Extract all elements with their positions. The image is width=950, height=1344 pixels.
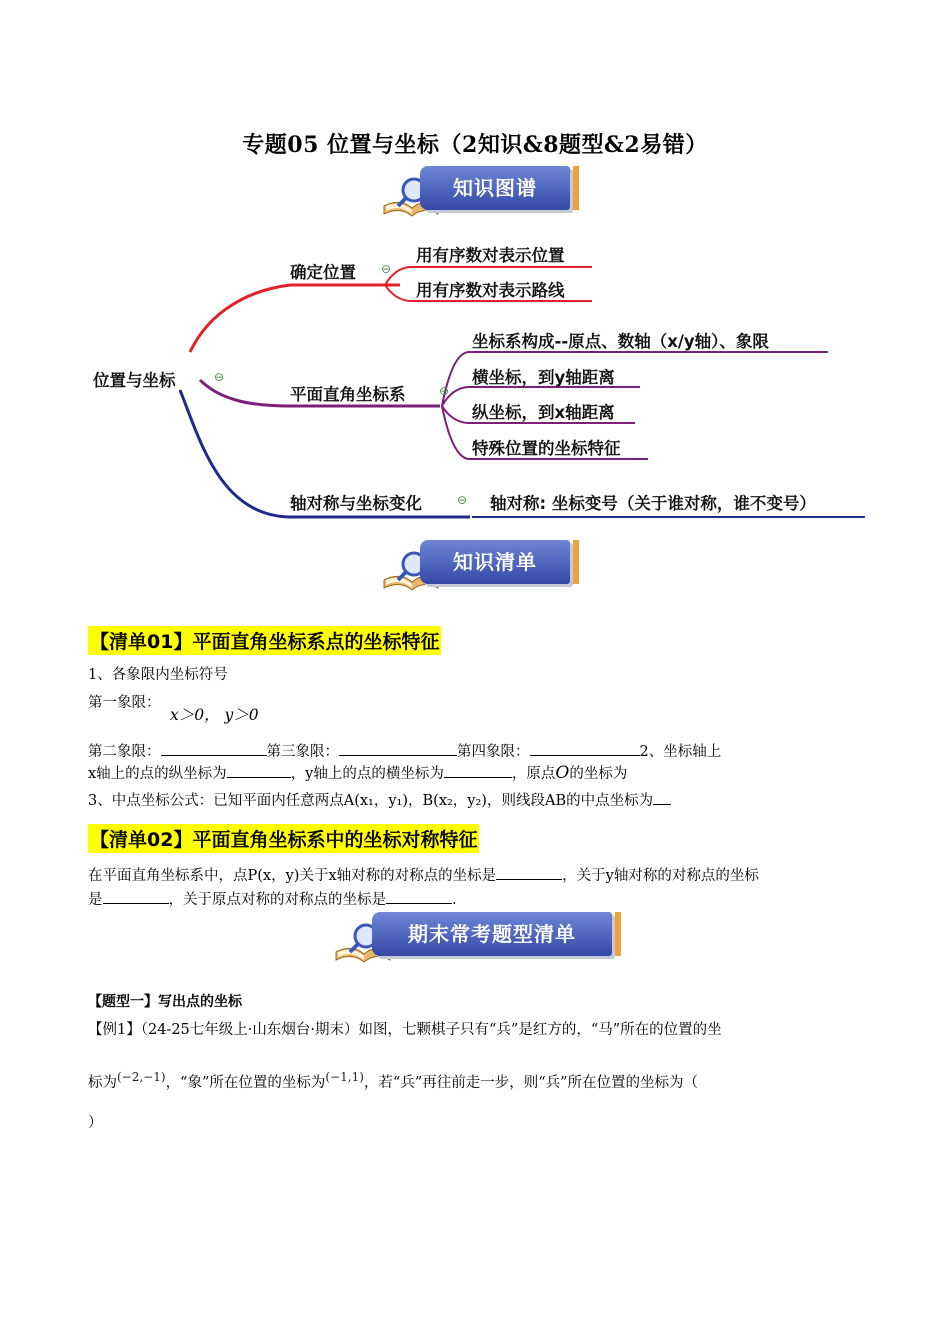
- blank[interactable]: [386, 888, 452, 904]
- mindmap-leaf: 坐标系构成--原点、数轴（x/y轴）、象限: [472, 332, 769, 351]
- mindmap-leaf: 用有序数对表示路线: [416, 281, 565, 300]
- blank[interactable]: [496, 864, 562, 880]
- text: ，原点: [511, 766, 556, 782]
- section-heading-02: 【清单02】平面直角坐标系中的坐标对称特征: [88, 824, 479, 853]
- collapse-icon[interactable]: ⊖: [381, 262, 392, 276]
- text: ，若“兵”再往前走一步，则“兵”所在位置的坐标为（: [363, 1075, 699, 1091]
- blank[interactable]: [530, 740, 640, 756]
- blank[interactable]: [444, 762, 512, 778]
- blank[interactable]: [161, 740, 267, 756]
- coordinate-xiang: (−1,1): [325, 1070, 364, 1084]
- quadrants-line: [88, 740, 721, 763]
- quadrant1-value: x＞0， y＞0: [170, 706, 259, 724]
- example-label: 【例1】: [88, 1022, 141, 1038]
- banner-knowledge-map: [380, 166, 575, 218]
- blank[interactable]: [103, 888, 169, 904]
- mindmap-branch-1: 确定位置: [290, 263, 356, 282]
- mindmap-leaf: 轴对称: 坐标变号（关于谁对称，谁不变号）: [490, 494, 816, 513]
- type-heading: 【题型一】写出点的坐标: [88, 994, 242, 1010]
- origin-symbol: O: [555, 763, 570, 783]
- quadrant1-label: 第一象限：: [88, 695, 161, 711]
- list01-item2: 2、坐标轴上: [639, 744, 722, 760]
- symmetry-line-1: [88, 864, 759, 887]
- blank[interactable]: [339, 740, 457, 756]
- text: ，关于原点对称的对称点的坐标是: [168, 892, 386, 908]
- example-line-3: ）: [88, 1115, 103, 1131]
- text: 的坐标为: [569, 766, 628, 782]
- text: （24-25七年级上·山东烟台·期末）如图，七颗棋子只有“兵”是红方的，“马”所在的位置的坐: [140, 1022, 722, 1038]
- example-line-2: [88, 1066, 698, 1094]
- banner-label: 知识图谱: [420, 166, 570, 210]
- banner-label: 期末常考题型清单: [372, 912, 612, 956]
- mindmap-branch-2: 平面直角坐标系: [290, 385, 406, 404]
- example-line-1: [88, 1019, 722, 1041]
- quadrant3-label: 第三象限：: [266, 744, 339, 760]
- mindmap-root: 位置与坐标: [93, 371, 176, 390]
- text: .: [452, 892, 457, 908]
- page-title: 专题05 位置与坐标（2知识&8题型&2易错）: [242, 132, 708, 158]
- coordinate-ma: (−2,−1): [117, 1070, 166, 1084]
- text: 是: [88, 892, 103, 908]
- text: x轴上的点的纵坐标为: [88, 766, 227, 782]
- text: ，y轴上的点的横坐标为: [290, 766, 444, 782]
- text: ，关于y轴对称的对称点的坐标: [562, 868, 759, 884]
- banner-exam-types: [332, 912, 622, 964]
- section-heading-01: 【清单01】平面直角坐标系点的坐标特征: [88, 626, 441, 655]
- text: 标为: [88, 1075, 117, 1091]
- quadrant4-label: 第四象限：: [457, 744, 530, 760]
- collapse-icon[interactable]: ⊖: [439, 384, 450, 398]
- list01-item1: 1、各象限内坐标符号: [88, 667, 228, 683]
- symmetry-line-2: [88, 888, 457, 911]
- text: ，“象”所在位置的坐标为: [165, 1075, 326, 1091]
- mindmap-leaf: 用有序数对表示位置: [416, 246, 565, 265]
- collapse-icon[interactable]: ⊖: [214, 370, 225, 384]
- text: 3、中点坐标公式：已知平面内任意两点A(x₁，y₁)，B(x₂，y₂)，则线段AB的中点坐标为: [88, 793, 654, 809]
- banner-label: 知识清单: [420, 540, 570, 584]
- axis-points-line: [88, 762, 627, 785]
- mindmap-leaf: 纵坐标，到x轴距离: [472, 403, 615, 422]
- midpoint-formula-line: [88, 789, 671, 812]
- blank[interactable]: [227, 762, 291, 778]
- collapse-icon[interactable]: ⊖: [457, 493, 468, 507]
- banner-knowledge-list: [380, 540, 575, 592]
- mindmap-branch-3: 轴对称与坐标变化: [290, 494, 422, 513]
- mindmap-leaf: 横坐标，到y轴距离: [472, 368, 615, 387]
- mindmap-leaf: 特殊位置的坐标特征: [472, 439, 621, 458]
- blank[interactable]: [653, 789, 671, 805]
- quadrant2-label: 第二象限：: [88, 744, 161, 760]
- text: 在平面直角坐标系中，点P(x，y)关于x轴对称的对称点的坐标是: [88, 868, 497, 884]
